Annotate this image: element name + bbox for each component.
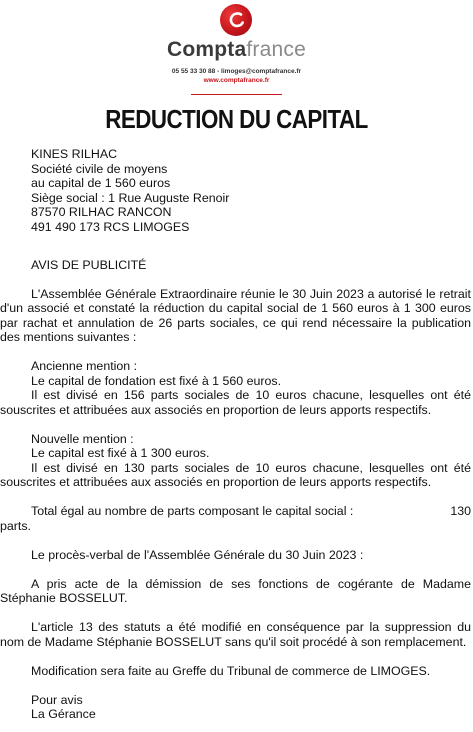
company-rcs: 491 490 173 RCS LIMOGES [31, 219, 190, 234]
old-mention-shares: Il est divisé en 156 parts sociales de 10 euros chacune, lesquelles ont été souscrites et attribuées aux associés en proportion de leurs apports respectifs. [0, 388, 471, 417]
total-shares-unit: parts. [0, 518, 31, 533]
old-mention-label: Ancienne mention : [31, 359, 138, 373]
company-address: Siège social : 1 Rue Auguste Renoir [31, 190, 230, 205]
company-capital: au capital de 1 560 euros [31, 176, 171, 190]
comptafrance-logo-icon [220, 4, 252, 36]
notice-heading: AVIS DE PUBLICITÉ [31, 257, 147, 272]
resignation-paragraph: A pris acte de la démission de ses fonctions de cogérante de Madame Stéphanie BOSSELUT. [0, 576, 471, 605]
brand-light: france [246, 38, 306, 61]
new-mention-label: Nouvelle mention : [31, 431, 134, 446]
brand-name [0, 38, 473, 62]
total-shares-row [0, 504, 471, 519]
contact-line: 05 55 33 30 88 - limoges@comptafrance.fr [171, 68, 302, 75]
company-type: Société civile de moyens [31, 161, 168, 176]
article-paragraph: L'article 13 des statuts a été modifié en conséquence par la suppression du nom de Madame Stéphanie BOSSELUT sans qu'il soit procédé à son remplacement. [0, 620, 471, 649]
registry-paragraph: Modification sera faite au Greffe du Tribunal de commerce de LIMOGES. [31, 663, 431, 678]
letterhead [0, 0, 473, 100]
new-mention-shares: Il est divisé en 130 parts sociales de 10 euros chacune, lesquelles ont été souscrites et attribuées aux associés en proportion de leurs apports respectifs. [0, 460, 471, 489]
company-name: KINES RILHAC [31, 147, 118, 161]
intro-paragraph: L'Assemblée Générale Extraordinaire réunie le 30 Juin 2023 a autorisé le retrait d'un associé et constaté la réduction du capital social de 1 560 euros à 1 300 euros par rachat et annulation de 26 parts sociales, ce qui rend nécessaire la publication des mentions suivantes : [0, 286, 471, 344]
minutes-heading: Le procès-verbal de l'Assemblée Générale du 30 Juin 2023 : [31, 547, 364, 562]
closing-line-1: Pour avis [31, 692, 83, 707]
website-link[interactable]: www.comptafrance.fr [203, 77, 270, 84]
total-shares-text: Total égal au nombre de parts composant le capital social : [31, 504, 354, 518]
old-mention-capital: Le capital de fondation est fixé à 1 560 euros. [31, 373, 282, 388]
notice-body [0, 147, 471, 722]
header-divider [191, 94, 282, 95]
total-shares-value: 130 [450, 504, 471, 518]
company-city: 87570 RILHAC RANCON [31, 205, 172, 219]
closing-signature: La Gérance [31, 707, 96, 721]
new-mention-capital: Le capital est fixé à 1 300 euros. [31, 446, 210, 460]
document-title: REDUCTION DU CAPITAL [105, 104, 368, 134]
company-block [0, 147, 471, 234]
brand-bold: Compta [167, 38, 247, 61]
